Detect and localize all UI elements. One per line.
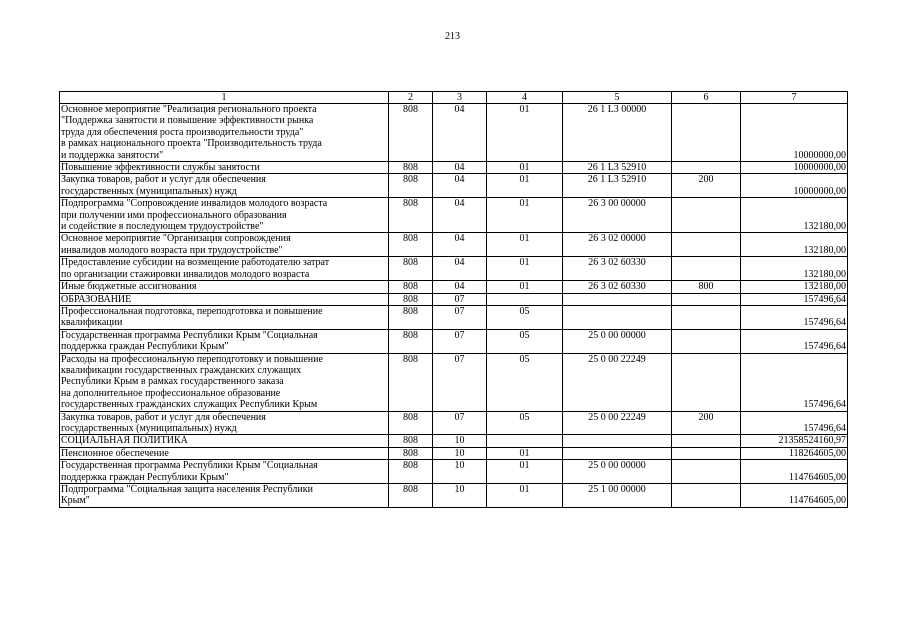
row-ved-cell: 808 — [389, 411, 433, 435]
row-expense-type-cell — [672, 329, 741, 353]
row-expense-type-cell: 200 — [672, 174, 741, 198]
row-ved-cell: 808 — [389, 329, 433, 353]
row-ved-cell: 808 — [389, 293, 433, 305]
row-expense-type-cell — [672, 447, 741, 459]
row-name-text: Основное мероприятие "Реализация регионального проекта "Поддержка занятости и повышение эффективности рынка труда для обеспечения роста производительности труда" в рамках национального проекта "Производительность труда и поддержка занятости" — [61, 104, 322, 161]
row-ved-cell: 808 — [389, 460, 433, 484]
row-subsection-cell: 05 — [487, 411, 563, 435]
table-row — [60, 353, 848, 411]
row-amount-cell: 157496,64 — [741, 353, 848, 411]
row-expense-type-cell — [672, 484, 741, 508]
row-subsection-cell: 01 — [487, 162, 563, 174]
row-section-cell: 07 — [433, 305, 487, 329]
header-cell: 1 — [60, 92, 389, 104]
row-section-cell: 04 — [433, 174, 487, 198]
row-subsection-cell: 01 — [487, 447, 563, 459]
budget-table — [59, 91, 848, 508]
row-subsection-cell: 01 — [487, 104, 563, 162]
row-ved-cell: 808 — [389, 435, 433, 447]
row-amount-cell: 157496,64 — [741, 411, 848, 435]
row-name-cell — [60, 233, 389, 257]
row-name-text: Пенсионное обеспечение — [61, 447, 169, 459]
row-target-article-cell: 25 0 00 22249 — [563, 411, 672, 435]
row-section-cell: 07 — [433, 329, 487, 353]
row-name-cell — [60, 198, 389, 233]
row-name-cell — [60, 257, 389, 281]
row-target-article-cell: 26 3 02 00000 — [563, 233, 672, 257]
row-ved-cell: 808 — [389, 174, 433, 198]
row-expense-type-cell: 800 — [672, 281, 741, 293]
row-subsection-cell: 01 — [487, 257, 563, 281]
row-expense-type-cell — [672, 198, 741, 233]
row-section-cell: 04 — [433, 162, 487, 174]
row-amount-cell: 132180,00 — [741, 257, 848, 281]
row-name-text: Расходы на профессиональную переподготовку и повышение квалификации государственных гражданских служащих Республики Крым в рамках государственного заказа на дополнительное профессиональное образование государственных гражданских служащих Республики Крым — [61, 353, 323, 411]
row-name-text: Государственная программа Республики Крым "Социальная поддержка граждан Республики Крым" — [61, 329, 318, 353]
row-name-cell — [60, 104, 389, 162]
row-target-article-cell: 26 1 L3 00000 — [563, 104, 672, 162]
row-target-article-cell: 26 1 L3 52910 — [563, 162, 672, 174]
row-ved-cell: 808 — [389, 233, 433, 257]
row-expense-type-cell — [672, 353, 741, 411]
table-row — [60, 233, 848, 257]
row-subsection-cell: 01 — [487, 198, 563, 233]
row-section-cell: 04 — [433, 281, 487, 293]
header-cell: 5 — [563, 92, 672, 104]
row-expense-type-cell: 200 — [672, 411, 741, 435]
row-ved-cell: 808 — [389, 162, 433, 174]
row-subsection-cell: 01 — [487, 174, 563, 198]
row-amount-cell: 10000000,00 — [741, 174, 848, 198]
row-name-cell — [60, 162, 389, 174]
row-target-article-cell: 26 1 L3 52910 — [563, 174, 672, 198]
row-name-text: Государственная программа Республики Крым "Социальная поддержка граждан Республики Крым" — [61, 460, 318, 483]
row-expense-type-cell — [672, 233, 741, 257]
row-name-cell — [60, 293, 389, 305]
row-amount-cell: 118264605,00 — [741, 447, 848, 459]
header-row — [60, 92, 848, 104]
row-ved-cell: 808 — [389, 305, 433, 329]
row-ved-cell: 808 — [389, 447, 433, 459]
row-ved-cell: 808 — [389, 281, 433, 293]
row-subsection-cell: 01 — [487, 484, 563, 508]
row-name-cell — [60, 460, 389, 484]
table-row — [60, 104, 848, 162]
row-subsection-cell — [487, 293, 563, 305]
row-target-article-cell — [563, 435, 672, 447]
row-name-cell — [60, 447, 389, 459]
table-body — [60, 92, 848, 508]
header-cell: 2 — [389, 92, 433, 104]
row-amount-cell: 157496,64 — [741, 293, 848, 305]
table-row — [60, 305, 848, 329]
row-name-text: Предоставление субсидии на возмещение работодателю затрат по организации стажировки инвалидов молодого возраста — [61, 257, 330, 280]
row-name-cell — [60, 353, 389, 411]
row-target-article-cell — [563, 293, 672, 305]
row-name-text: Подпрограмма "Социальная защита населения Республики Крым" — [61, 484, 313, 507]
row-subsection-cell — [487, 435, 563, 447]
table-row — [60, 257, 848, 281]
table-row — [60, 460, 848, 484]
row-name-text: Подпрограмма "Сопровождение инвалидов молодого возраста при получении ими профессионального образования и содействие в последующем трудоустройстве" — [61, 198, 328, 233]
row-expense-type-cell — [672, 460, 741, 484]
row-expense-type-cell — [672, 162, 741, 174]
table-row — [60, 447, 848, 459]
row-section-cell: 10 — [433, 447, 487, 459]
table-row — [60, 281, 848, 293]
row-ved-cell: 808 — [389, 257, 433, 281]
row-target-article-cell: 26 3 00 00000 — [563, 198, 672, 233]
row-name-text: Основное мероприятие "Организация сопровождения инвалидов молодого возраста при трудоустройстве" — [61, 233, 291, 256]
row-section-cell: 07 — [433, 293, 487, 305]
row-target-article-cell: 25 0 00 00000 — [563, 329, 672, 353]
table-row — [60, 198, 848, 233]
row-target-article-cell: 26 3 02 60330 — [563, 257, 672, 281]
row-name-text: Закупка товаров, работ и услуг для обеспечения государственных (муниципальных) нужд — [61, 174, 266, 197]
row-name-cell — [60, 411, 389, 435]
row-target-article-cell — [563, 447, 672, 459]
row-expense-type-cell — [672, 104, 741, 162]
table-row — [60, 411, 848, 435]
row-section-cell: 07 — [433, 411, 487, 435]
row-name-cell — [60, 329, 389, 353]
row-target-article-cell: 25 1 00 00000 — [563, 484, 672, 508]
page-number: 213 — [445, 31, 460, 42]
row-name-text: Иные бюджетные ассигнования — [61, 281, 197, 293]
table-row — [60, 484, 848, 508]
row-amount-cell: 132180,00 — [741, 233, 848, 257]
row-name-cell — [60, 174, 389, 198]
row-subsection-cell: 05 — [487, 353, 563, 411]
header-cell: 6 — [672, 92, 741, 104]
row-amount-cell: 114764605,00 — [741, 484, 848, 508]
header-cell: 3 — [433, 92, 487, 104]
row-target-article-cell: 25 0 00 00000 — [563, 460, 672, 484]
table-row — [60, 162, 848, 174]
row-amount-cell: 114764605,00 — [741, 460, 848, 484]
row-amount-cell: 157496,64 — [741, 329, 848, 353]
row-name-text: Профессиональная подготовка, переподготовка и повышение квалификации — [61, 305, 323, 329]
row-target-article-cell — [563, 305, 672, 329]
row-name-text: СОЦИАЛЬНАЯ ПОЛИТИКА — [61, 435, 188, 447]
row-subsection-cell: 01 — [487, 460, 563, 484]
row-name-cell — [60, 435, 389, 447]
row-amount-cell: 21358524160,97 — [741, 435, 848, 447]
row-amount-cell: 157496,64 — [741, 305, 848, 329]
row-amount-cell: 10000000,00 — [741, 162, 848, 174]
table-row — [60, 435, 848, 447]
row-section-cell: 10 — [433, 484, 487, 508]
row-section-cell: 04 — [433, 104, 487, 162]
row-section-cell: 04 — [433, 257, 487, 281]
table-row — [60, 329, 848, 353]
row-expense-type-cell — [672, 435, 741, 447]
row-ved-cell: 808 — [389, 104, 433, 162]
row-section-cell: 04 — [433, 198, 487, 233]
row-ved-cell: 808 — [389, 353, 433, 411]
row-name-cell — [60, 281, 389, 293]
row-ved-cell: 808 — [389, 484, 433, 508]
row-name-text: Закупка товаров, работ и услуг для обеспечения государственных (муниципальных) нужд — [61, 411, 266, 434]
row-name-cell — [60, 484, 389, 508]
row-section-cell: 07 — [433, 353, 487, 411]
row-amount-cell: 132180,00 — [741, 281, 848, 293]
row-subsection-cell: 01 — [487, 233, 563, 257]
table-row — [60, 174, 848, 198]
row-subsection-cell: 05 — [487, 329, 563, 353]
row-expense-type-cell — [672, 293, 741, 305]
row-target-article-cell: 26 3 02 60330 — [563, 281, 672, 293]
row-name-text: ОБРАЗОВАНИЕ — [61, 293, 132, 305]
row-target-article-cell: 25 0 00 22249 — [563, 353, 672, 411]
row-name-text: Повышение эффективности службы занятости — [61, 162, 260, 174]
row-expense-type-cell — [672, 257, 741, 281]
row-section-cell: 10 — [433, 435, 487, 447]
row-ved-cell: 808 — [389, 198, 433, 233]
row-section-cell: 04 — [433, 233, 487, 257]
row-subsection-cell: 01 — [487, 281, 563, 293]
row-amount-cell: 10000000,00 — [741, 104, 848, 162]
table-row — [60, 293, 848, 305]
row-amount-cell: 132180,00 — [741, 198, 848, 233]
row-subsection-cell: 05 — [487, 305, 563, 329]
row-expense-type-cell — [672, 305, 741, 329]
row-name-cell — [60, 305, 389, 329]
header-cell: 4 — [487, 92, 563, 104]
header-cell: 7 — [741, 92, 848, 104]
row-section-cell: 10 — [433, 460, 487, 484]
